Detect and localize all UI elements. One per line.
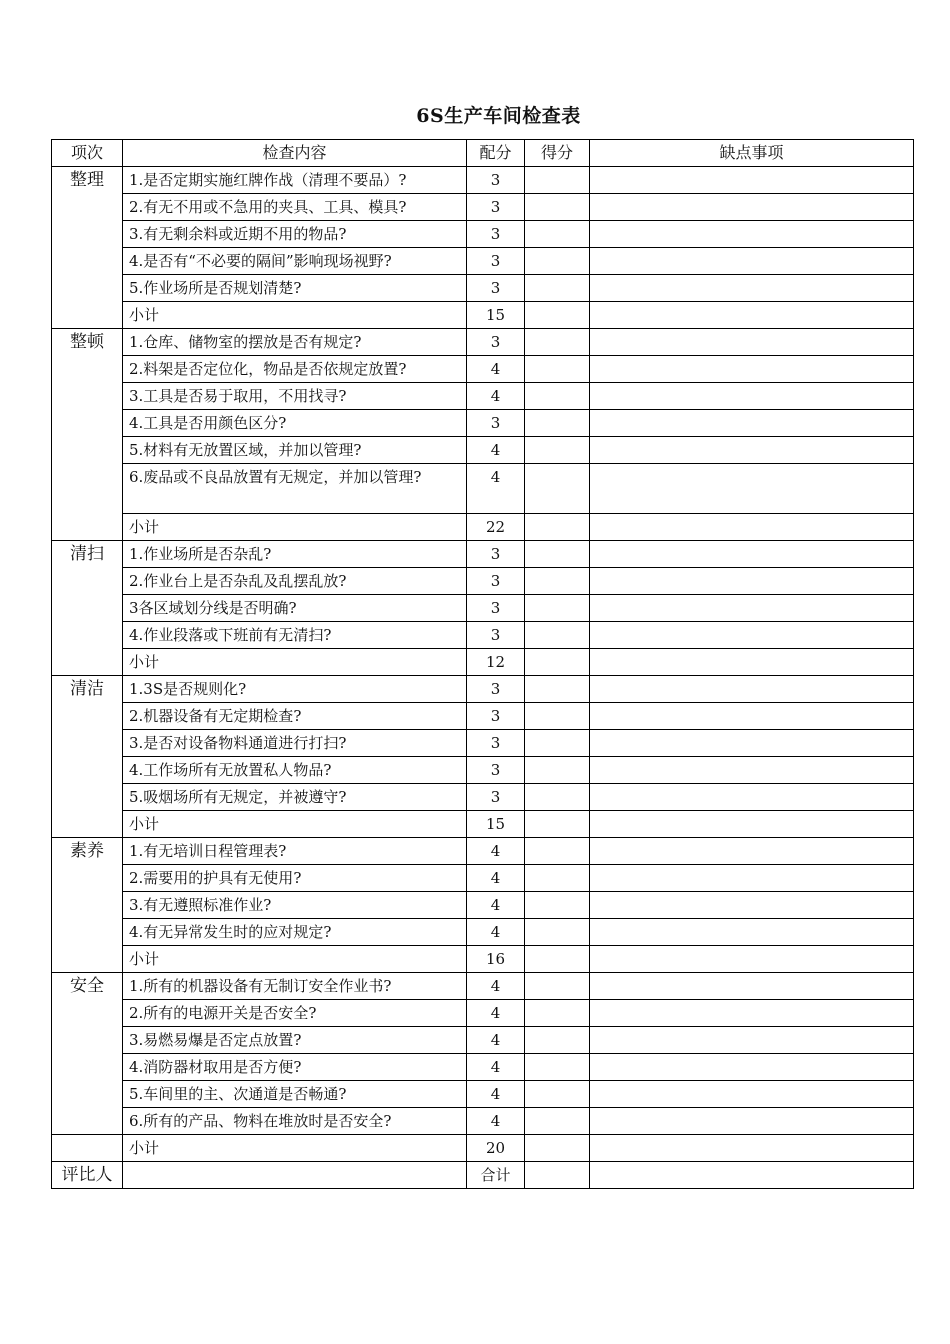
score-cell[interactable] bbox=[525, 838, 590, 865]
check-item: 4.是否有“不必要的隔间”影响现场视野? bbox=[123, 248, 467, 275]
header-points: 配分 bbox=[467, 140, 525, 167]
table-row bbox=[52, 595, 914, 622]
defects-cell[interactable] bbox=[590, 568, 914, 595]
table-row bbox=[52, 248, 914, 275]
score-cell[interactable] bbox=[525, 437, 590, 464]
check-item: 3.是否对设备物料通道进行打扫? bbox=[123, 730, 467, 757]
score-cell[interactable] bbox=[525, 1054, 590, 1081]
category-cell: 安全 bbox=[52, 973, 123, 1135]
points-cell: 3 bbox=[467, 730, 525, 757]
table-row bbox=[52, 919, 914, 946]
points-cell: 4 bbox=[467, 1108, 525, 1135]
category-cell-empty bbox=[52, 1135, 123, 1162]
score-cell[interactable] bbox=[525, 784, 590, 811]
check-item: 3.工具是否易于取用，不用找寻? bbox=[123, 383, 467, 410]
table-row bbox=[52, 464, 914, 514]
defects-cell[interactable] bbox=[590, 329, 914, 356]
check-item: 4.有无异常发生时的应对规定? bbox=[123, 919, 467, 946]
subtotal-value: 15 bbox=[467, 302, 525, 329]
evaluator-field[interactable] bbox=[123, 1162, 467, 1189]
defects-cell[interactable] bbox=[590, 595, 914, 622]
points-cell: 3 bbox=[467, 784, 525, 811]
subtotal-label: 小计 bbox=[123, 302, 467, 329]
check-item: 6.废品或不良品放置有无规定，并加以管理? bbox=[123, 464, 467, 514]
points-cell: 3 bbox=[467, 275, 525, 302]
defects-cell[interactable] bbox=[590, 730, 914, 757]
defects-cell[interactable] bbox=[590, 757, 914, 784]
table-row bbox=[52, 356, 914, 383]
score-cell[interactable] bbox=[525, 676, 590, 703]
defects-cell[interactable] bbox=[590, 1135, 914, 1162]
points-cell: 4 bbox=[467, 356, 525, 383]
check-item: 3各区域划分线是否明确? bbox=[123, 595, 467, 622]
score-cell[interactable] bbox=[525, 464, 590, 514]
score-cell[interactable] bbox=[525, 757, 590, 784]
defects-cell[interactable] bbox=[590, 464, 914, 514]
check-item: 1.仓库、储物室的摆放是否有规定? bbox=[123, 329, 467, 356]
score-cell[interactable] bbox=[525, 194, 590, 221]
defects-cell[interactable] bbox=[590, 275, 914, 302]
table-row bbox=[52, 541, 914, 568]
score-cell[interactable] bbox=[525, 568, 590, 595]
table-row bbox=[52, 329, 914, 356]
table-row bbox=[52, 973, 914, 1000]
defects-cell[interactable] bbox=[590, 194, 914, 221]
table-row bbox=[52, 892, 914, 919]
points-cell: 4 bbox=[467, 1027, 525, 1054]
table-row bbox=[52, 1027, 914, 1054]
defects-cell[interactable] bbox=[590, 541, 914, 568]
check-item: 5.吸烟场所有无规定，并被遵守? bbox=[123, 784, 467, 811]
defects-cell[interactable] bbox=[590, 410, 914, 437]
subtotal-value: 16 bbox=[467, 946, 525, 973]
total-label: 合计 bbox=[467, 1162, 525, 1189]
defects-cell[interactable] bbox=[590, 784, 914, 811]
points-cell: 3 bbox=[467, 703, 525, 730]
subtotal-row bbox=[52, 811, 914, 838]
score-cell[interactable] bbox=[525, 1000, 590, 1027]
subtotal-label: 小计 bbox=[123, 649, 467, 676]
defects-cell[interactable] bbox=[590, 1027, 914, 1054]
footer-row bbox=[52, 1162, 914, 1189]
check-item: 5.车间里的主、次通道是否畅通? bbox=[123, 1081, 467, 1108]
check-item: 2.需要用的护具有无使用? bbox=[123, 865, 467, 892]
subtotal-label: 小计 bbox=[123, 811, 467, 838]
points-cell: 3 bbox=[467, 329, 525, 356]
defects-cell[interactable] bbox=[590, 514, 914, 541]
table-row bbox=[52, 410, 914, 437]
defects-cell[interactable] bbox=[590, 248, 914, 275]
points-cell: 4 bbox=[467, 1000, 525, 1027]
score-cell[interactable] bbox=[525, 302, 590, 329]
defects-cell[interactable] bbox=[590, 302, 914, 329]
score-cell[interactable] bbox=[525, 514, 590, 541]
subtotal-label: 小计 bbox=[123, 514, 467, 541]
defects-cell[interactable] bbox=[590, 676, 914, 703]
check-item: 3.易燃易爆是否定点放置? bbox=[123, 1027, 467, 1054]
points-cell: 3 bbox=[467, 757, 525, 784]
points-cell: 4 bbox=[467, 838, 525, 865]
score-cell[interactable] bbox=[525, 248, 590, 275]
subtotal-label: 小计 bbox=[123, 946, 467, 973]
subtotal-row bbox=[52, 514, 914, 541]
table-row bbox=[52, 194, 914, 221]
points-cell: 4 bbox=[467, 892, 525, 919]
table-row bbox=[52, 167, 914, 194]
defects-cell[interactable] bbox=[590, 865, 914, 892]
defects-cell[interactable] bbox=[590, 919, 914, 946]
table-row bbox=[52, 568, 914, 595]
check-item: 2.料架是否定位化，物品是否依规定放置? bbox=[123, 356, 467, 383]
check-item: 5.材料有无放置区域，并加以管理? bbox=[123, 437, 467, 464]
total-score-field[interactable] bbox=[525, 1162, 590, 1189]
defects-cell[interactable] bbox=[590, 383, 914, 410]
table-row bbox=[52, 865, 914, 892]
check-item: 5.作业场所是否规划清楚? bbox=[123, 275, 467, 302]
points-cell: 3 bbox=[467, 541, 525, 568]
score-cell[interactable] bbox=[525, 919, 590, 946]
defects-cell[interactable] bbox=[590, 811, 914, 838]
score-cell[interactable] bbox=[525, 410, 590, 437]
score-cell[interactable] bbox=[525, 1108, 590, 1135]
points-cell: 4 bbox=[467, 865, 525, 892]
score-cell[interactable] bbox=[525, 329, 590, 356]
score-cell[interactable] bbox=[525, 167, 590, 194]
table-row bbox=[52, 275, 914, 302]
defects-cell[interactable] bbox=[590, 1000, 914, 1027]
table-row bbox=[52, 784, 914, 811]
check-item: 4.工作场所有无放置私人物品? bbox=[123, 757, 467, 784]
defects-cell[interactable] bbox=[590, 622, 914, 649]
header-score: 得分 bbox=[525, 140, 590, 167]
header-content: 检查内容 bbox=[123, 140, 467, 167]
header-defects: 缺点事项 bbox=[590, 140, 914, 167]
subtotal-value: 12 bbox=[467, 649, 525, 676]
check-item: 1.3S是否规则化? bbox=[123, 676, 467, 703]
score-cell[interactable] bbox=[525, 973, 590, 1000]
table-row bbox=[52, 221, 914, 248]
subtotal-label: 小计 bbox=[123, 1135, 467, 1162]
table-row bbox=[52, 757, 914, 784]
table-row bbox=[52, 437, 914, 464]
check-item: 4.消防器材取用是否方便? bbox=[123, 1054, 467, 1081]
points-cell: 3 bbox=[467, 568, 525, 595]
defects-cell[interactable] bbox=[590, 437, 914, 464]
table-row bbox=[52, 703, 914, 730]
table-row bbox=[52, 1000, 914, 1027]
check-item: 2.作业台上是否杂乱及乱摆乱放? bbox=[123, 568, 467, 595]
points-cell: 3 bbox=[467, 410, 525, 437]
page-title: 6S生产车间检查表 bbox=[416, 105, 581, 127]
points-cell: 4 bbox=[467, 973, 525, 1000]
check-item: 2.所有的电源开关是否安全? bbox=[123, 1000, 467, 1027]
total-defects-field[interactable] bbox=[590, 1162, 914, 1189]
subtotal-row bbox=[52, 302, 914, 329]
score-cell[interactable] bbox=[525, 811, 590, 838]
score-cell[interactable] bbox=[525, 1135, 590, 1162]
points-cell: 3 bbox=[467, 595, 525, 622]
table-row bbox=[52, 838, 914, 865]
points-cell: 3 bbox=[467, 194, 525, 221]
header-category: 项次 bbox=[52, 140, 123, 167]
check-item: 2.机器设备有无定期检查? bbox=[123, 703, 467, 730]
score-cell[interactable] bbox=[525, 1027, 590, 1054]
score-cell[interactable] bbox=[525, 865, 590, 892]
defects-cell[interactable] bbox=[590, 649, 914, 676]
header-row bbox=[52, 140, 914, 167]
points-cell: 4 bbox=[467, 919, 525, 946]
check-item: 6.所有的产品、物料在堆放时是否安全? bbox=[123, 1108, 467, 1135]
evaluator-label: 评比人 bbox=[52, 1162, 123, 1189]
check-item: 1.所有的机器设备有无制订安全作业书? bbox=[123, 973, 467, 1000]
category-cell: 整理 bbox=[52, 167, 123, 329]
check-item: 1.有无培训日程管理表? bbox=[123, 838, 467, 865]
subtotal-row bbox=[52, 946, 914, 973]
table-row bbox=[52, 1108, 914, 1135]
defects-cell[interactable] bbox=[590, 973, 914, 1000]
table-row bbox=[52, 383, 914, 410]
score-cell[interactable] bbox=[525, 356, 590, 383]
points-cell: 4 bbox=[467, 1054, 525, 1081]
subtotal-value: 20 bbox=[467, 1135, 525, 1162]
score-cell[interactable] bbox=[525, 221, 590, 248]
subtotal-row bbox=[52, 1135, 914, 1162]
score-cell[interactable] bbox=[525, 730, 590, 757]
defects-cell[interactable] bbox=[590, 1054, 914, 1081]
table-row bbox=[52, 730, 914, 757]
defects-cell[interactable] bbox=[590, 356, 914, 383]
check-item: 3.有无遵照标准作业? bbox=[123, 892, 467, 919]
check-item: 4.作业段落或下班前有无清扫? bbox=[123, 622, 467, 649]
category-cell: 素养 bbox=[52, 838, 123, 973]
check-item: 1.是否定期实施红牌作战（清理不要品）? bbox=[123, 167, 467, 194]
defects-cell[interactable] bbox=[590, 703, 914, 730]
subtotal-row bbox=[52, 649, 914, 676]
score-cell[interactable] bbox=[525, 1081, 590, 1108]
score-cell[interactable] bbox=[525, 275, 590, 302]
subtotal-value: 22 bbox=[467, 514, 525, 541]
score-cell[interactable] bbox=[525, 946, 590, 973]
subtotal-value: 15 bbox=[467, 811, 525, 838]
points-cell: 3 bbox=[467, 622, 525, 649]
table-row bbox=[52, 676, 914, 703]
points-cell: 4 bbox=[467, 464, 525, 514]
points-cell: 3 bbox=[467, 167, 525, 194]
defects-cell[interactable] bbox=[590, 892, 914, 919]
defects-cell[interactable] bbox=[590, 946, 914, 973]
score-cell[interactable] bbox=[525, 383, 590, 410]
table-row bbox=[52, 622, 914, 649]
table-row bbox=[52, 1054, 914, 1081]
defects-cell[interactable] bbox=[590, 221, 914, 248]
points-cell: 3 bbox=[467, 676, 525, 703]
inspection-table bbox=[51, 139, 914, 1189]
defects-cell[interactable] bbox=[590, 167, 914, 194]
category-cell: 清洁 bbox=[52, 676, 123, 838]
defects-cell[interactable] bbox=[590, 1108, 914, 1135]
points-cell: 4 bbox=[467, 383, 525, 410]
score-cell[interactable] bbox=[525, 541, 590, 568]
score-cell[interactable] bbox=[525, 649, 590, 676]
score-cell[interactable] bbox=[525, 892, 590, 919]
score-cell[interactable] bbox=[525, 703, 590, 730]
points-cell: 4 bbox=[467, 1081, 525, 1108]
points-cell: 3 bbox=[467, 248, 525, 275]
score-cell[interactable] bbox=[525, 595, 590, 622]
check-item: 3.有无剩余料或近期不用的物品? bbox=[123, 221, 467, 248]
defects-cell[interactable] bbox=[590, 838, 914, 865]
points-cell: 4 bbox=[467, 437, 525, 464]
score-cell[interactable] bbox=[525, 622, 590, 649]
check-item: 1.作业场所是否杂乱? bbox=[123, 541, 467, 568]
points-cell: 3 bbox=[467, 221, 525, 248]
table-row bbox=[52, 1081, 914, 1108]
defects-cell[interactable] bbox=[590, 1081, 914, 1108]
check-item: 4.工具是否用颜色区分? bbox=[123, 410, 467, 437]
category-cell: 整顿 bbox=[52, 329, 123, 541]
check-item: 2.有无不用或不急用的夹具、工具、模具? bbox=[123, 194, 467, 221]
category-cell: 清扫 bbox=[52, 541, 123, 676]
